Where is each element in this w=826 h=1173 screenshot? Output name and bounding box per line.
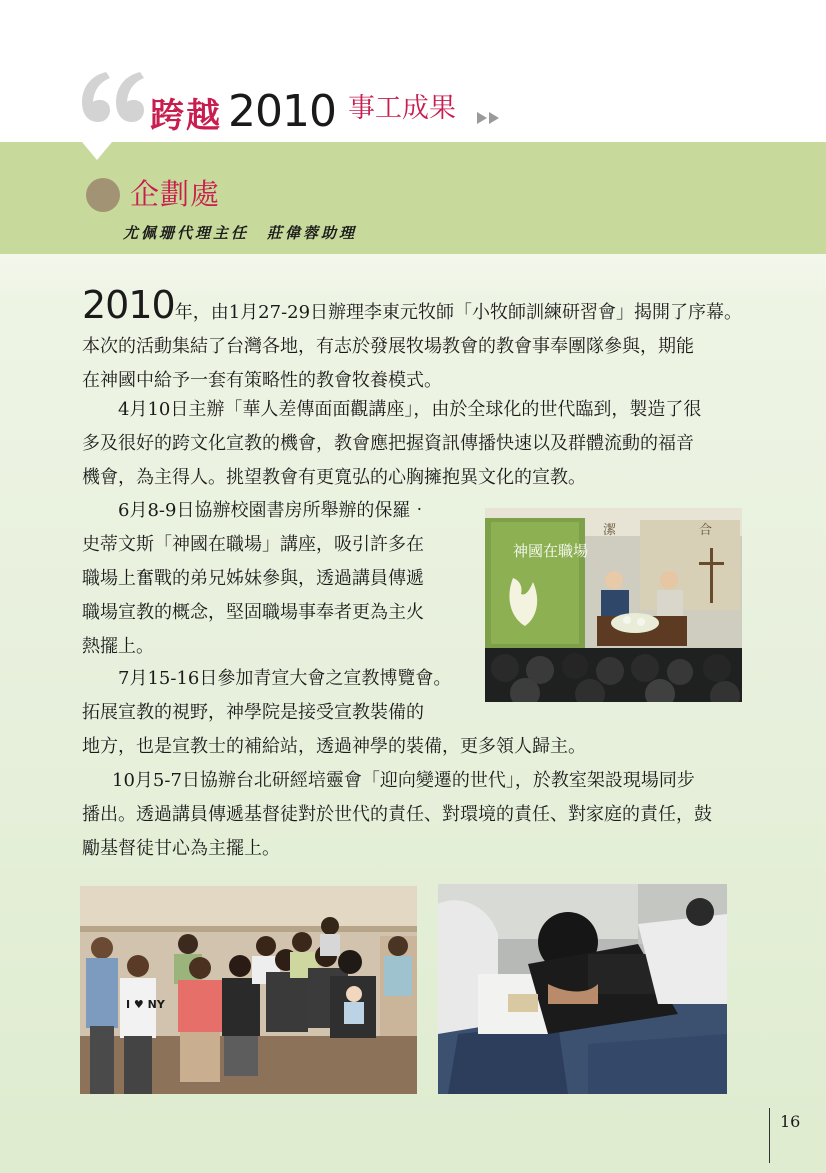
group-shirt-text: I ♥ NY [126, 998, 165, 1011]
paragraph-3-line-3: 職場上奮戰的弟兄姊妹參與，透過講員傳遞 [82, 568, 424, 589]
paragraph-1 [82, 283, 743, 398]
paragraph-3 [82, 494, 428, 664]
paragraph-3-line-2: 史蒂文斯「神國在職場」講座，吸引許多在 [82, 534, 424, 555]
lecture-banner-text: 神國在職場 [513, 542, 589, 560]
paragraph-3-line-4: 職場宣教的概念，堅固職場事奉者更為主火 [82, 602, 424, 623]
paragraph-1-line-1: 年，由1月27-29日辦理李東元牧師「小牧師訓練研習會」揭開了序幕。 [174, 302, 743, 323]
photo-group [80, 886, 417, 1094]
paragraph-1-line-3: 在神國中給予一套有策略性的教會牧養模式。 [82, 370, 442, 391]
header-title-year: 2010 [228, 86, 336, 137]
header-title-suffix: 事工成果 [347, 93, 456, 124]
photo-lecture [485, 508, 742, 702]
paragraph-5-line-2: 播出。透過講員傳遞基督徒對於世代的責任、對環境的責任、對家庭的責任，鼓 [82, 804, 712, 825]
lecture-sign-left: 潔 [603, 523, 617, 538]
header-title-prefix: 跨越 [150, 96, 222, 136]
paragraph-3-line-1: 6月8-9日協辦校園書房所舉辦的保羅‧ [118, 500, 429, 521]
photo-praying [438, 884, 727, 1094]
paragraph-3-line-5: 熱擺上。 [82, 636, 154, 657]
paragraph-5-line-1: 10月5-7日協辦台北研經培靈會「迎向變遷的世代」，於教室架設現場同步 [112, 770, 695, 791]
paragraph-4-line-2: 拓展宣教的視野，神學院是接受宣教裝備的 [82, 702, 424, 723]
paragraph-2-line-2: 多及很好的跨文化宣教的機會，教會應把握資訊傳播快速以及群體流動的福音 [82, 433, 694, 454]
band-notch [82, 136, 112, 160]
paragraph-2-line-1: 4月10日主辦「華人差傳面面觀講座」，由於全球化的世代臨到，製造了很 [118, 399, 702, 420]
section-title: 企劃處 [130, 177, 221, 211]
double-arrow-icon [476, 110, 502, 126]
page-number-divider [769, 1108, 770, 1163]
page-number: 16 [780, 1112, 801, 1131]
paragraph-1-year: 2010 [82, 283, 175, 327]
paragraph-4-line-3: 地方，也是宣教士的補給站，透過神學的裝備，更多領人歸主。 [82, 736, 586, 757]
page-header-title [150, 86, 456, 142]
paragraph-1-line-2: 本次的活動集結了台灣各地，有志於發展牧場教會的教會事奉團隊參與，期能 [82, 336, 694, 357]
paragraph-5-line-3: 勵基督徒甘心為主擺上。 [82, 838, 280, 859]
paragraph-4-line-1: 7月15-16日參加青宣大會之宣教博覽會。 [118, 668, 452, 689]
section-bullet-dot [86, 178, 120, 212]
paragraph-5 [82, 764, 712, 866]
section-staff: 尤佩珊代理主任 莊偉蓉助理 [123, 224, 358, 242]
paragraph-2-line-3: 機會，為主得人。挑望教會有更寬弘的心胸擁抱異文化的宣教。 [82, 467, 586, 488]
quote-mark-icon [76, 64, 146, 134]
lecture-sign-right: 合 [699, 523, 713, 538]
paragraph-2 [82, 393, 701, 495]
